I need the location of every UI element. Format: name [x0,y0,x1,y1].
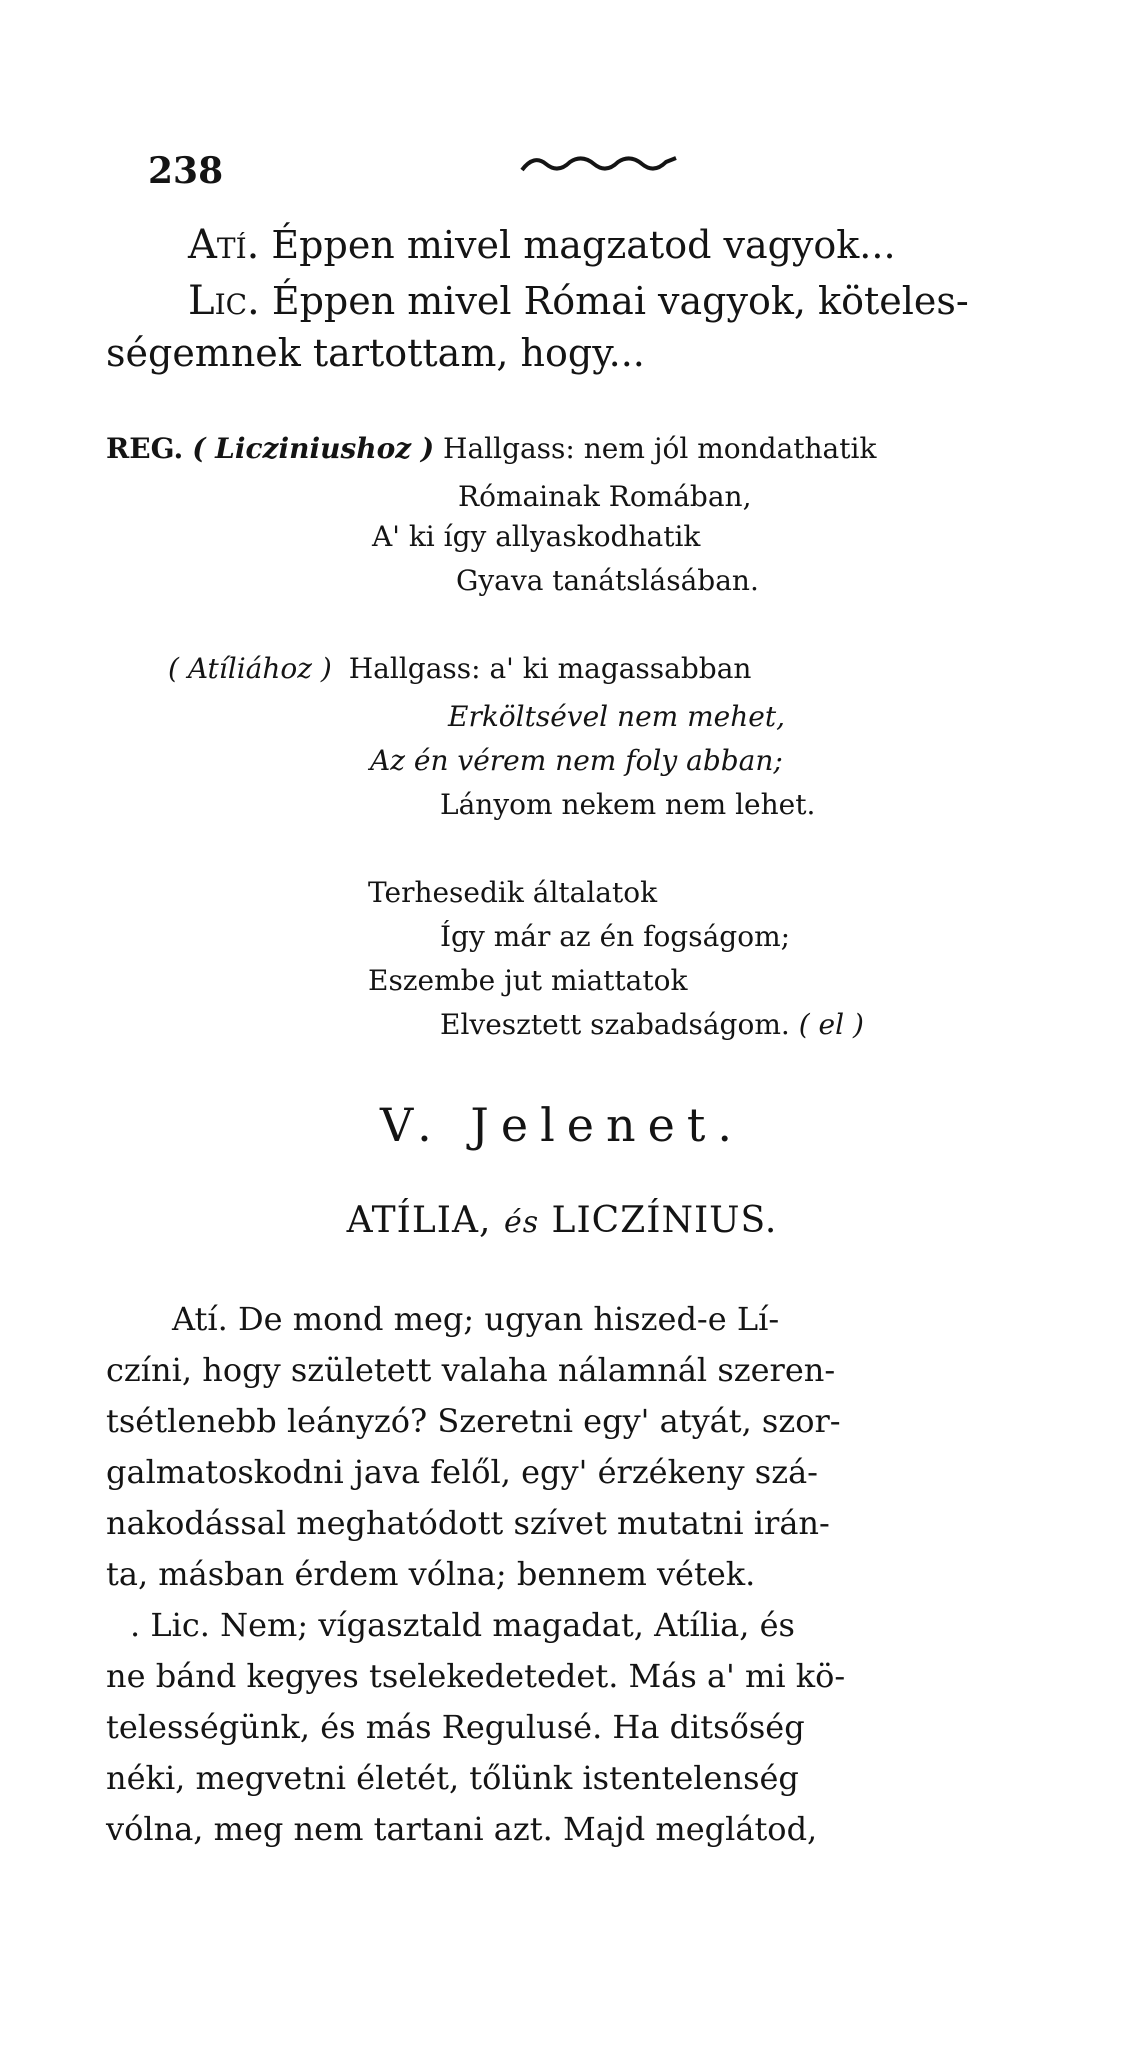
verse-line: Erköltsével nem mehet, [448,700,785,733]
verse-text: Hallgass: nem jól mondathatik [443,432,877,465]
stage-direction: ( Licziniushoz ) [192,432,435,465]
character-list [0,1200,1124,1241]
verse-text: Hallgass: a' ki magassabban [348,652,752,685]
scene-heading: V. Jelenet. [380,1098,744,1152]
prose-line: czíni, hogy született valaha nálamnál szeren- [106,1351,836,1389]
reg-first-line [106,430,876,468]
prose-line: . Lic. Nem; vígasztald magadat, Atília, és [130,1606,795,1644]
prose-line: vólna, meg nem tartani azt. Majd meglátod, [106,1810,818,1848]
prose-line: ta, másban érdem vólna; bennem vétek. [106,1555,756,1593]
prose-line: nakodással meghatódott szívet mutatni irán- [106,1504,830,1542]
verse-line: Eszembe jut miattatok [368,964,688,997]
verse-line: Terhesedik általatok [368,876,658,909]
dialogue-line-1 [188,222,896,268]
verse-line-last [440,1006,864,1044]
character-name: LICZÍNIUS. [551,1200,778,1241]
speaker: REG. [106,432,184,465]
prose-line: tsétlenebb leányzó? Szeretni egy' atyát, szor- [106,1402,841,1440]
stage-direction: ( el ) [798,1008,864,1041]
prose-line: néki, megvetni életét, tőlünk istentelenség [106,1759,799,1797]
speaker: Lic. [188,278,260,324]
verse-line: Az én vérem nem foly abban; [370,744,783,777]
page-number: 238 [148,150,224,192]
verse-line: Rómainak Romában, [458,480,752,513]
prose-line: Atí. De mond meg; ugyan hiszed-e Lí- [172,1300,780,1338]
prose-line: ne bánd kegyes tselekedetedet. Más a' mi kö- [106,1657,846,1695]
stage-direction: ( Atíliához ) [168,652,332,685]
verse-line: Gyava tanátslásában. [456,564,759,597]
prose-block [106,1294,1056,1855]
verse-line: Lányom nekem nem lehet. [440,788,816,821]
dialogue-line-2 [188,278,969,324]
dialogue-text: Éppen mivel Római vagyok, köteles- [259,279,969,323]
prose-line: galmatoskodni java felől, egy' érzékeny szá- [106,1453,818,1491]
speaker: Atí. [188,222,260,268]
dialogue-line-3 [106,330,645,376]
dialogue-text: ségemnek tartottam, hogy... [106,331,645,375]
dialogue-text: Éppen mivel magzatod vagyok... [259,223,896,267]
verse-text: Elvesztett szabadságom. [440,1008,790,1041]
conjunction: és [503,1205,540,1240]
verse-line: A' ki így allyaskodhatik [372,520,701,553]
atilia-first-line [168,650,751,688]
character-name: ATÍLIA, [346,1200,492,1241]
prose-line: telességünk, és más Regulusé. Ha ditsőség [106,1708,805,1746]
verse-line: Így már az én fogságom; [440,920,791,953]
ornament-icon [520,150,680,176]
